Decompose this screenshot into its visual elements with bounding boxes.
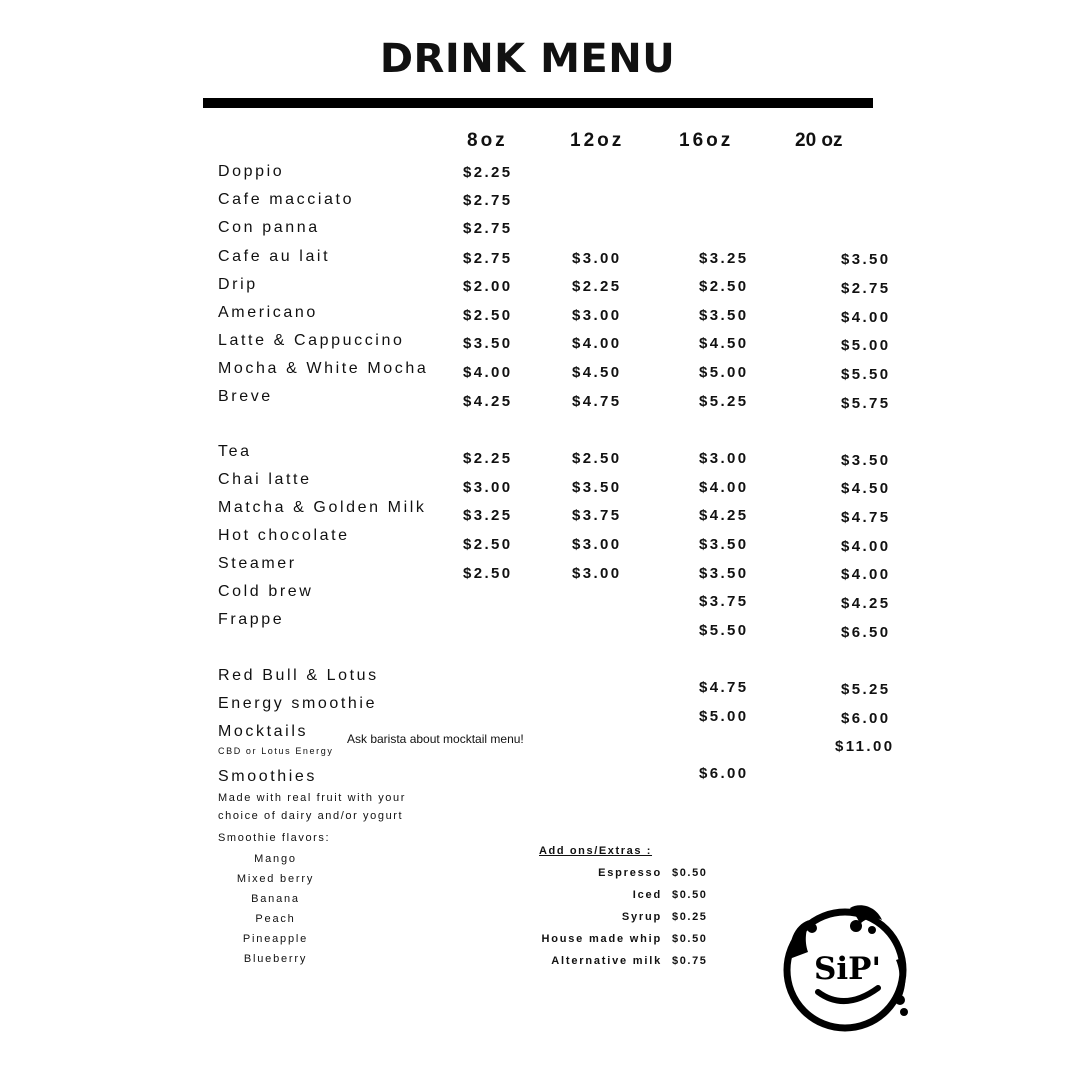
menu-item-name: Smoothies (218, 768, 317, 785)
menu-item-price-16oz: $5.00 (699, 708, 749, 725)
flavor-item: Blueberry (243, 953, 308, 965)
flavor-item: Banana (251, 893, 300, 905)
menu-item-price-16oz: $3.00 (699, 450, 749, 467)
addon-price: $0.50 (672, 889, 708, 901)
flavor-item: Mixed berry (236, 873, 315, 885)
mocktail-barista-note: Ask barista about mocktail menu! (347, 732, 524, 746)
menu-item-price-16oz: $5.50 (699, 622, 749, 639)
menu-item-price-20oz: $5.00 (841, 337, 891, 354)
menu-item-price-12oz: $3.00 (572, 250, 622, 267)
menu-item-price-12oz: $4.00 (572, 335, 622, 352)
addon-price: $0.25 (672, 911, 708, 923)
menu-item-price-8oz: $2.00 (463, 278, 513, 295)
menu-item-price-8oz: $4.00 (463, 364, 513, 381)
menu-item-price-20oz: $4.50 (841, 480, 891, 497)
column-header-16oz: 16oz (679, 130, 734, 151)
menu-item-price-8oz: $4.25 (463, 393, 513, 410)
menu-item-name: Energy smoothie (218, 695, 378, 712)
menu-item-name: Hot chocolate (218, 527, 350, 544)
menu-item-price-16oz: $5.25 (699, 393, 749, 410)
menu-item-price-20oz: $6.50 (841, 624, 891, 641)
menu-item-price-16oz: $4.25 (699, 507, 749, 524)
menu-item-price-16oz: $6.00 (699, 765, 749, 782)
menu-item-price-8oz: $2.25 (463, 164, 513, 181)
flavor-item: Mango (254, 853, 297, 865)
menu-item-name: Matcha & Golden Milk (218, 499, 427, 516)
menu-item-price-20oz: $4.00 (841, 309, 891, 326)
menu-item-price-12oz: $3.00 (572, 565, 622, 582)
menu-item-price-8oz: $2.25 (463, 450, 513, 467)
menu-item-price-12oz: $4.75 (572, 393, 622, 410)
menu-item-price-8oz: $2.75 (463, 220, 513, 237)
menu-item-name: Tea (218, 443, 252, 460)
flavor-item: Pineapple (242, 933, 309, 945)
column-header-20oz: 20 oz (795, 130, 843, 151)
menu-item-name: Mocha & White Mocha (218, 360, 429, 377)
logo-text: SiP' (814, 951, 881, 987)
addon-name: Iced (632, 889, 662, 901)
menu-item-price-12oz: $3.50 (572, 479, 622, 496)
menu-item-name: Cafe au lait (218, 248, 331, 265)
menu-item-name: Steamer (218, 555, 297, 572)
menu-item-price-20oz: $11.00 (835, 738, 895, 755)
menu-item-name: Americano (218, 304, 318, 321)
addon-name: Syrup (621, 911, 662, 923)
menu-item-price-20oz: $5.25 (841, 681, 891, 698)
menu-item-price-16oz: $3.25 (699, 250, 749, 267)
page-title: DRINK MENU (379, 36, 676, 82)
menu-item-price-20oz: $5.75 (841, 395, 891, 412)
menu-item-price-12oz: $3.00 (572, 536, 622, 553)
addons-title: Add ons/Extras : (539, 845, 653, 857)
smoothies-description-line-1: Made with real fruit with your (218, 792, 406, 804)
menu-item-price-16oz: $3.50 (699, 565, 749, 582)
menu-item-price-16oz: $5.00 (699, 364, 749, 381)
menu-item-price-8oz: $2.75 (463, 250, 513, 267)
menu-item-price-20oz: $4.75 (841, 509, 891, 526)
column-header-12oz: 12oz (570, 130, 625, 151)
menu-item-name: Latte & Cappuccino (218, 332, 405, 349)
addon-name: House made whip (541, 933, 662, 945)
menu-item-price-16oz: $2.50 (699, 278, 749, 295)
sip-smiley-logo-icon (778, 900, 913, 1035)
menu-item-price-20oz: $5.50 (841, 366, 891, 383)
menu-item-price-8oz: $2.50 (463, 565, 513, 582)
menu-item-name: Con panna (218, 219, 320, 236)
flavor-item: Peach (255, 913, 296, 925)
addon-price: $0.50 (672, 933, 708, 945)
menu-item-price-20oz: $3.50 (841, 251, 891, 268)
column-header-8oz: 8oz (467, 130, 508, 151)
menu-item-price-8oz: $2.75 (463, 192, 513, 209)
menu-item-price-12oz: $3.75 (572, 507, 622, 524)
menu-item-price-20oz: $3.50 (841, 452, 891, 469)
title-divider (203, 98, 873, 108)
addon-price: $0.75 (672, 955, 708, 967)
menu-item-name: Doppio (218, 163, 285, 180)
menu-item-price-8oz: $3.25 (463, 507, 513, 524)
menu-item-price-16oz: $4.50 (699, 335, 749, 352)
menu-item-price-20oz: $4.00 (841, 566, 891, 583)
addon-name: Alternative milk (551, 955, 662, 967)
menu-item-price-8oz: $2.50 (463, 536, 513, 553)
menu-item-price-16oz: $3.50 (699, 307, 749, 324)
menu-item-name: Chai latte (218, 471, 312, 488)
menu-item-price-16oz: $4.00 (699, 479, 749, 496)
menu-item-price-8oz: $2.50 (463, 307, 513, 324)
menu-item-price-16oz: $3.50 (699, 536, 749, 553)
mocktails-subnote: CBD or Lotus Energy (218, 746, 334, 756)
menu-item-price-8oz: $3.00 (463, 479, 513, 496)
addon-name: Espresso (598, 867, 662, 879)
smoothies-description-line-2: choice of dairy and/or yogurt (218, 810, 404, 822)
smoothie-flavors-title: Smoothie flavors: (218, 832, 331, 844)
menu-item-price-20oz: $6.00 (841, 710, 891, 727)
menu-item-price-12oz: $2.25 (572, 278, 622, 295)
menu-item-price-8oz: $3.50 (463, 335, 513, 352)
menu-item-name: Red Bull & Lotus (218, 667, 379, 684)
menu-item-price-20oz: $4.25 (841, 595, 891, 612)
menu-item-price-12oz: $4.50 (572, 364, 622, 381)
menu-item-name: Cold brew (218, 583, 314, 600)
addon-price: $0.50 (672, 867, 708, 879)
menu-item-name: Frappe (218, 611, 285, 628)
menu-item-name: Cafe macciato (218, 191, 355, 208)
menu-item-price-12oz: $3.00 (572, 307, 622, 324)
menu-item-name: Drip (218, 276, 258, 293)
menu-item-price-12oz: $2.50 (572, 450, 622, 467)
menu-item-price-20oz: $2.75 (841, 280, 891, 297)
menu-item-name: Mocktails (218, 723, 309, 740)
menu-item-price-16oz: $3.75 (699, 593, 749, 610)
menu-item-price-20oz: $4.00 (841, 538, 891, 555)
menu-item-name: Breve (218, 388, 273, 405)
menu-item-price-16oz: $4.75 (699, 679, 749, 696)
